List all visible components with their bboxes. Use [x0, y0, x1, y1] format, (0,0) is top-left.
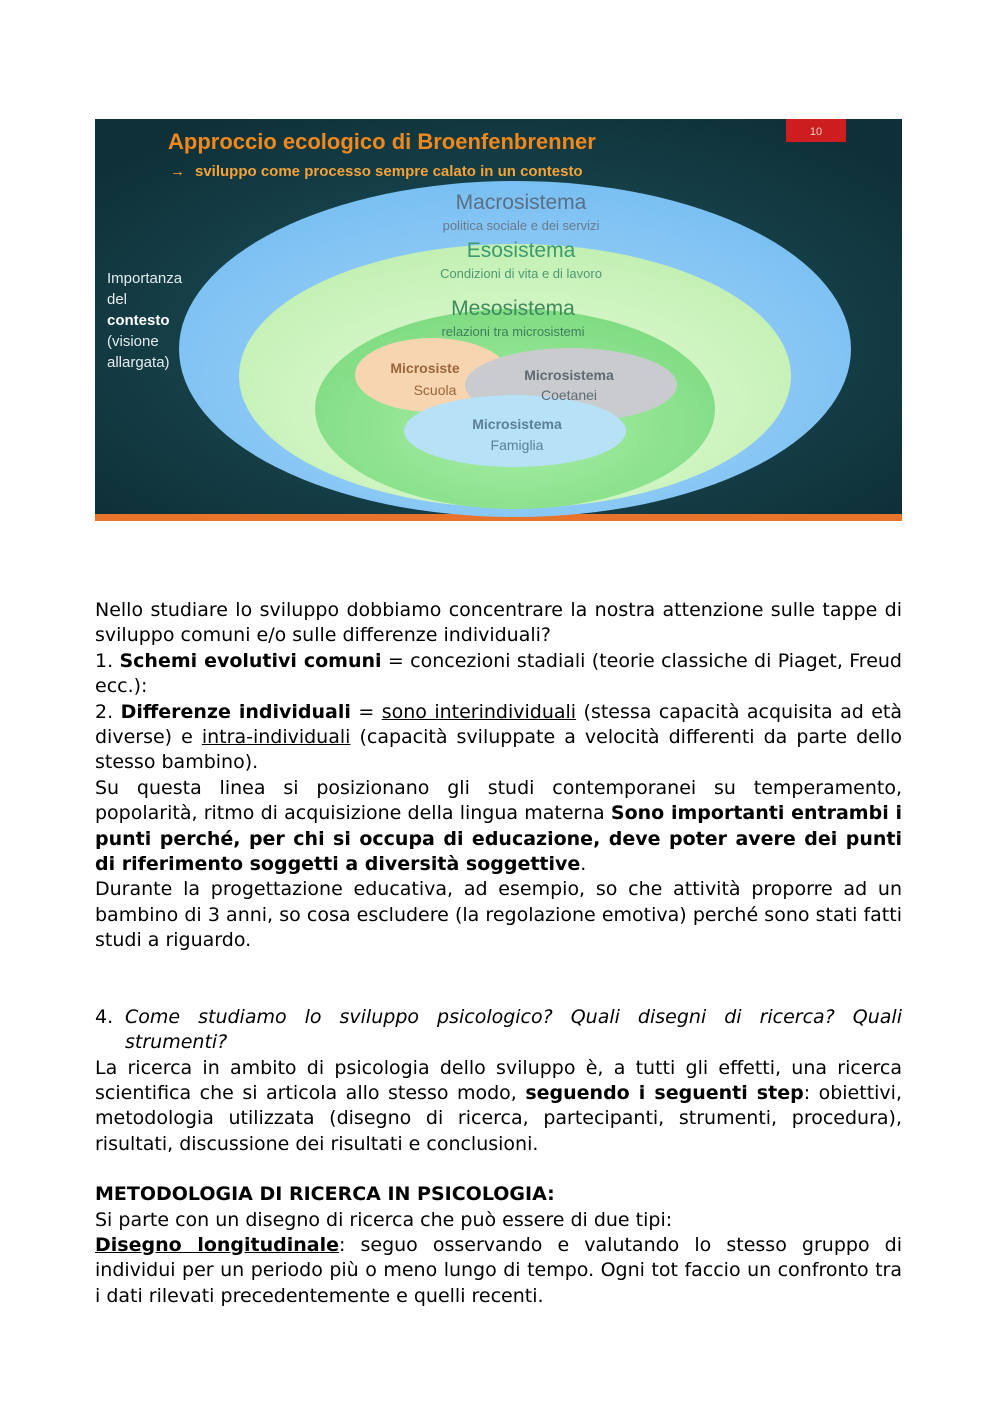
slide-subtitle: sviluppo come processo sempre calato in un contesto: [195, 163, 583, 180]
svg-text:del: del: [107, 291, 128, 308]
macrosistema-desc: politica sociale e dei servizi: [442, 218, 600, 233]
differenze-term: Differenze individuali: [120, 700, 351, 723]
paragraph-schemi: 1. Schemi evolutivi comuni = concezioni stadiali (teorie classiche di Piaget, Freud ecc.):: [95, 649, 902, 698]
microsistema-scuola-label: Microsiste: [390, 360, 460, 376]
schemi-term: Schemi evolutivi comuni: [119, 649, 382, 672]
microsistema-famiglia-label: Microsistema: [472, 416, 562, 432]
intraindividuali-term: intra-individuali: [201, 726, 351, 749]
section-heading: METODOLOGIA DI RICERCA IN PSICOLOGIA:: [95, 1183, 555, 1206]
macrosistema-label: Macrosistema: [455, 191, 587, 214]
esosistema-desc: Condizioni di vita e di lavoro: [440, 266, 602, 281]
importanti-statement: Sono importanti entrambi i punti perché, per chi si occupa di educazione, deve poter avere dei punti di riferimento soggetti a diversità soggettive: [95, 802, 903, 876]
ecological-model-diagram: [95, 119, 902, 521]
svg-text:allargata): allargata): [107, 354, 170, 371]
paragraph-disegno: Si parte con un disegno di ricerca che può essere di due tipi:: [95, 1208, 673, 1231]
mesosistema-label: Mesosistema: [451, 297, 575, 320]
document-body: [95, 598, 902, 1309]
paragraph-intro: Nello studiare lo sviluppo dobbiamo concentrare la nostra attenzione sulle tappe di sviluppo comuni e/o sulle differenze individuali?: [95, 599, 902, 647]
step-term: seguendo i seguenti step: [525, 1081, 804, 1104]
paragraph-longitudinale: Disegno longitudinale: seguo osservando e valutando lo stesso gruppo di individui per un periodo più o meno lungo di tempo. Ogni tot faccio un confronto tra i dati rilevati precedentemente e quelli recenti.: [95, 1233, 902, 1307]
microsistema-coetanei-label: Microsistema: [524, 367, 614, 383]
mesosistema-desc: relazioni tra microsistemi: [441, 324, 585, 339]
question-heading: 4. Come studiamo lo sviluppo psicologico? Quali disegni di ricerca? Quali strumenti?: [95, 1005, 902, 1054]
microsistema-coetanei-desc: Coetanei: [540, 387, 598, 403]
slide-arrow-icon: →: [170, 163, 185, 180]
interindividuali-term: sono interindividuali: [381, 700, 577, 723]
slide-title: Approccio ecologico di Broenfenbrenner: [168, 129, 596, 154]
paragraph-studi: Su questa linea si posizionano gli studi contemporanei su temperamento, popolarità, ritmo di acquisizione della lingua materna Sono importanti entrambi i punti perché, per chi si occupa di educazione, deve poter avere dei punti di riferimento soggetti a diversità soggettive.: [95, 776, 903, 876]
svg-text:(visione: (visione: [107, 333, 159, 350]
paragraph-progettazione: Durante la progettazione educativa, ad esempio, so che attività proporre ad un bambino di 3 anni, so cosa escludere (la regolazione emotiva) perché sono stati fatti studi a riguardo.: [95, 878, 902, 952]
slide-page-number: 10: [809, 126, 823, 138]
paragraph-ricerca: La ricerca in ambito di psicologia dello sviluppo è, a tutti gli effetti, una ricerca scientifica che si articola allo stesso modo, seguendo i seguenti step: obiettivi, metodologia utilizzata (disegno di ricerca, partecipanti, strumenti, procedura), risultati, discussione dei risultati e conclusioni.: [95, 1056, 902, 1155]
slide-image: [95, 119, 902, 521]
microsistema-scuola-desc: Scuola: [413, 382, 457, 398]
microsistema-famiglia-desc: Famiglia: [490, 437, 544, 453]
esosistema-label: Esosistema: [466, 239, 576, 262]
svg-text:contesto: contesto: [107, 312, 170, 329]
longitudinale-term: Disegno longitudinale: [95, 1233, 339, 1256]
paragraph-differenze: 2. Differenze individuali = sono interindividuali (stessa capacità acquisita ad età diverse) e intra-individuali (capacità sviluppate a velocità differenti da parte dello stesso bambino).: [95, 700, 902, 774]
svg-text:Importanza: Importanza: [107, 270, 183, 287]
